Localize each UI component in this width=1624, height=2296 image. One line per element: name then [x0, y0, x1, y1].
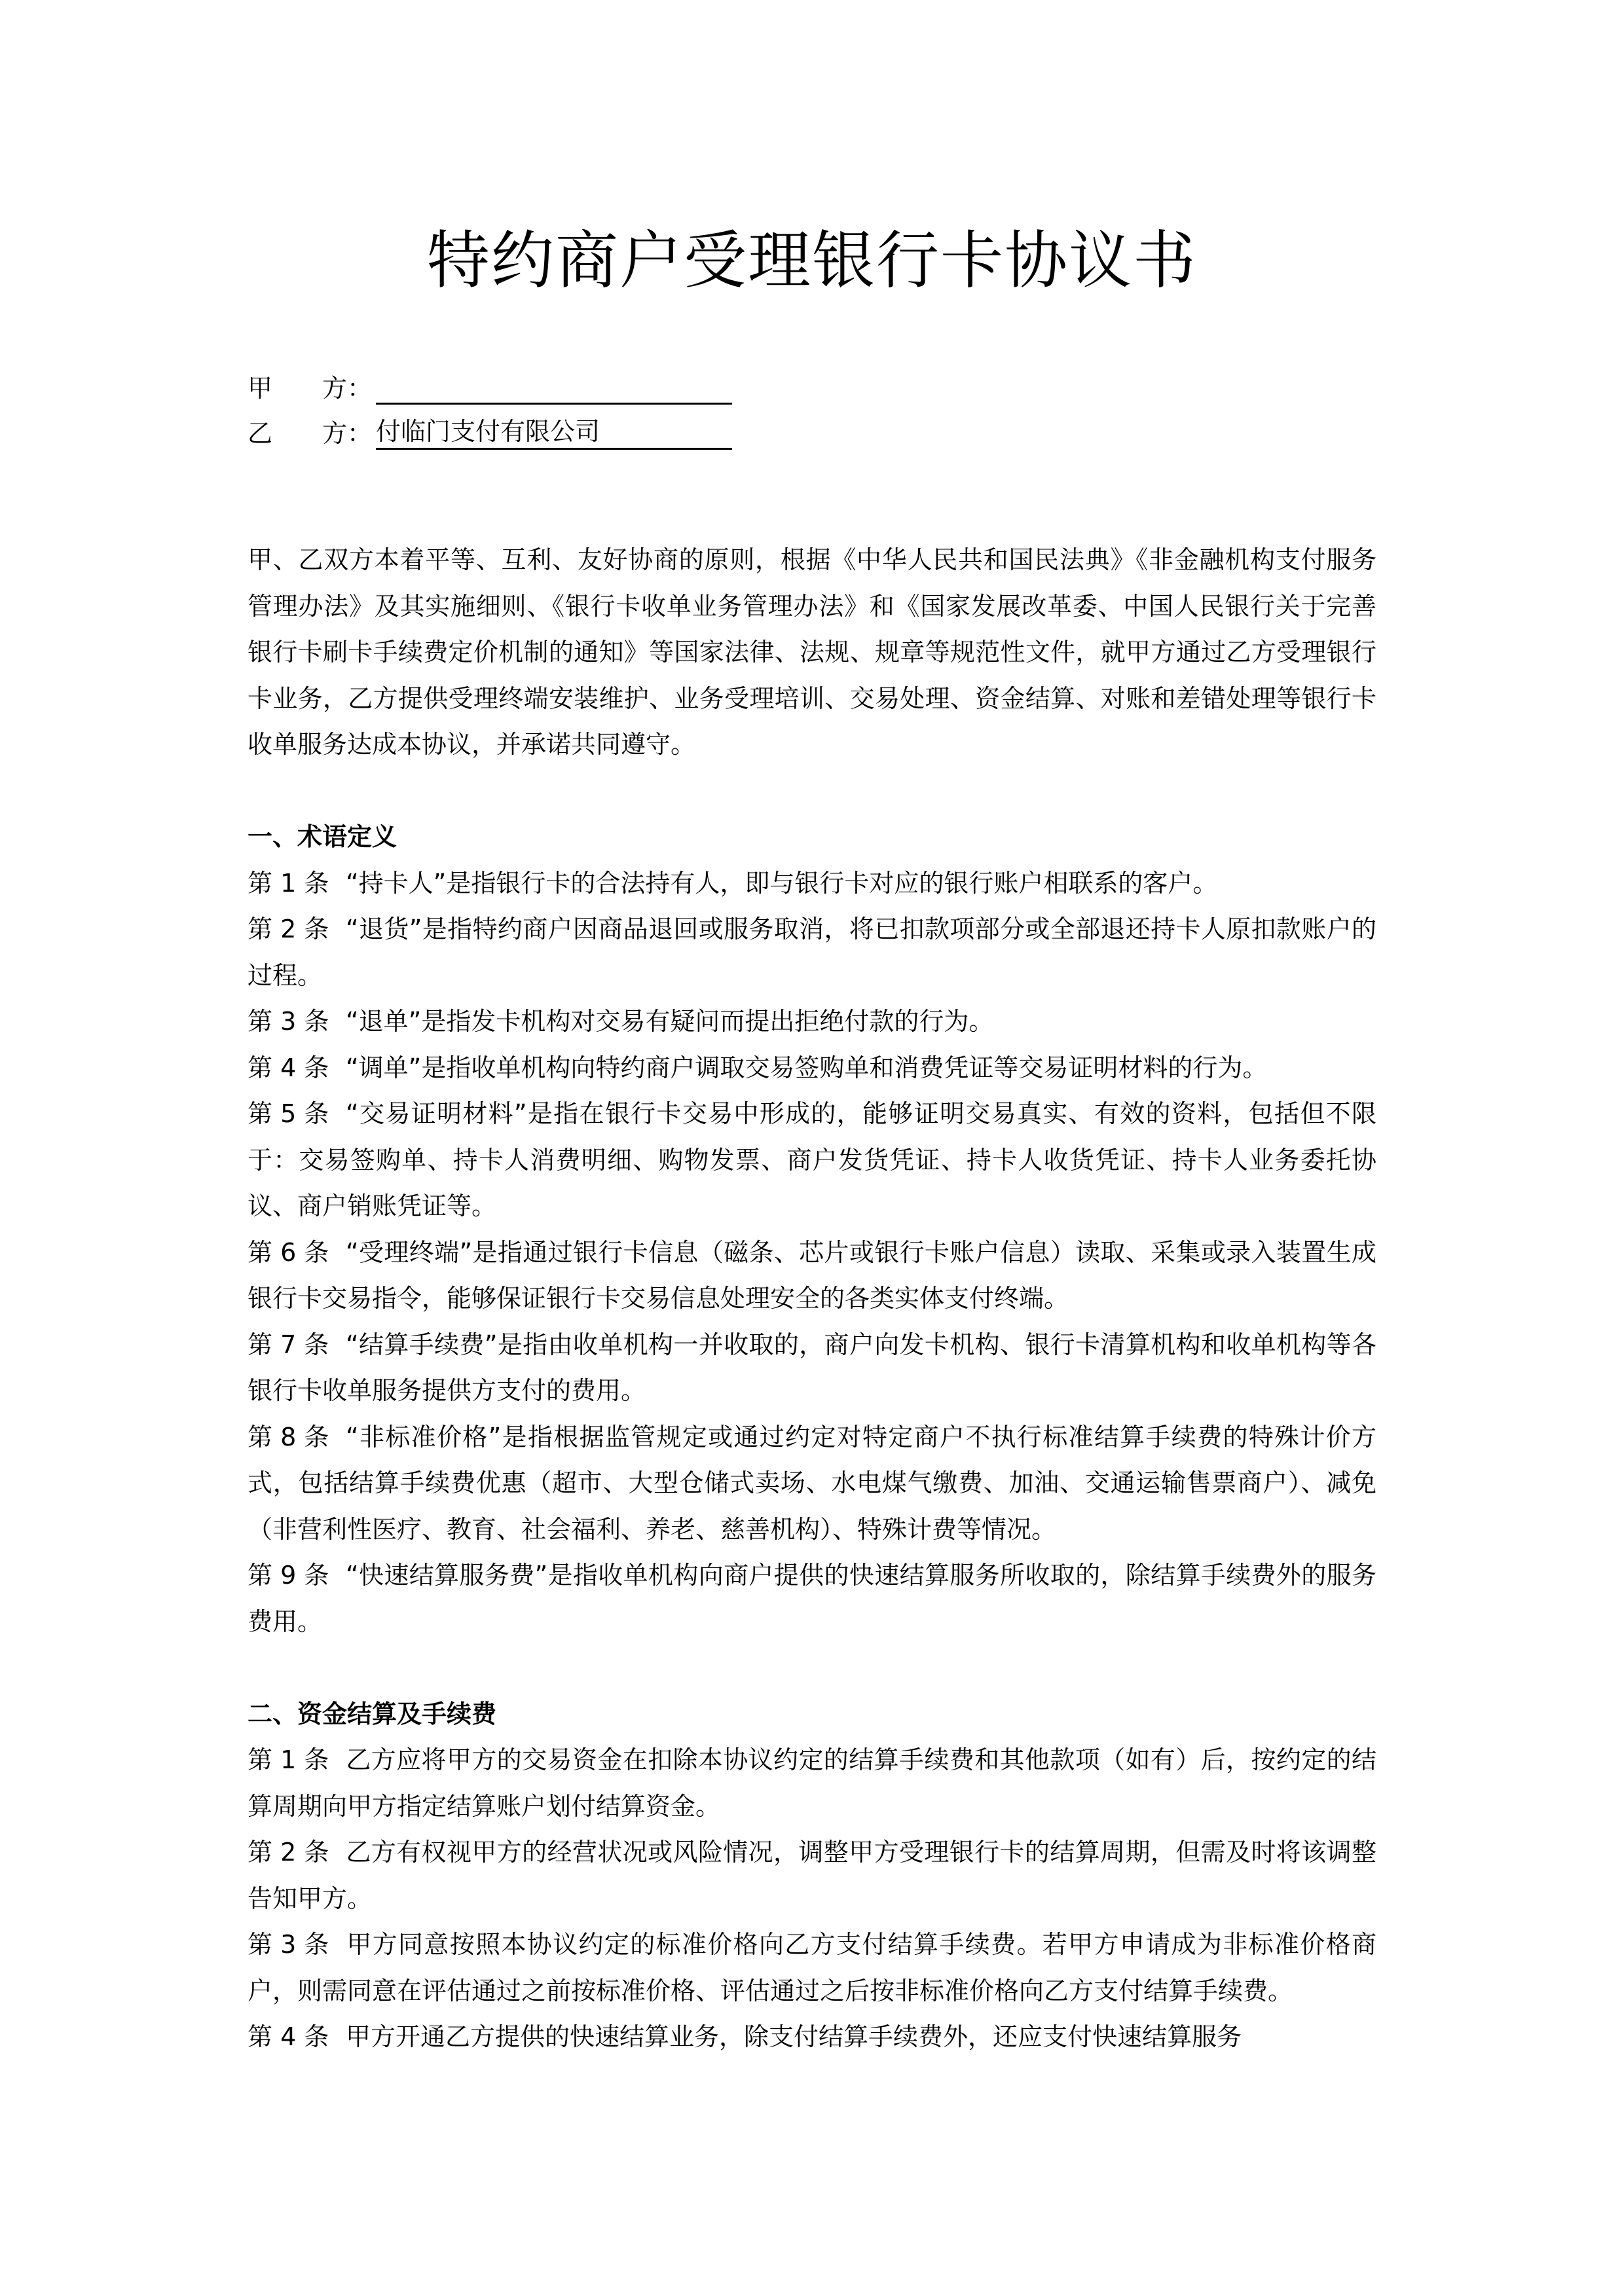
party-b-label: 乙 方： — [248, 419, 373, 448]
section-heading: 一、术语定义 — [248, 822, 397, 851]
article-text: 甲方开通乙方提供的快速结算业务，除支付结算手续费外，还应支付快速结算服务 — [346, 2022, 1242, 2051]
article-text: “快速结算服务费”是指收单机构向商户提供的快速结算服务所收取的，除结算手续费外的服务费用。 — [248, 1561, 1376, 1636]
article-text: “结算手续费”是指由收单机构一并收取的，商户向发卡机构、银行卡清算机构和收单机构等各银行卡收单服务提供方支付的费用。 — [248, 1330, 1376, 1405]
article — [248, 860, 1376, 907]
article — [248, 1322, 1376, 1414]
article — [248, 1737, 1376, 1829]
article-number: 第 7 条 — [248, 1330, 329, 1359]
party-a-blank — [376, 374, 732, 405]
article — [248, 1414, 1376, 1553]
article-number: 第 2 条 — [248, 915, 329, 943]
article-text: “持卡人”是指银行卡的合法持有人，即与银行卡对应的银行账户相联系的客户。 — [346, 868, 1218, 898]
article-number: 第 3 条 — [248, 1930, 329, 1959]
party-a-line — [248, 372, 732, 405]
article-text: “退单”是指发卡机构对交易有疑问而提出拒绝付款的行为。 — [346, 1007, 994, 1036]
article-text: 乙方有权视甲方的经营状况或风险情况，调整甲方受理银行卡的结算周期，但需及时将该调整告知甲方。 — [248, 1838, 1376, 1913]
party-b-value: 付临门支付有限公司 — [376, 415, 732, 450]
document-title: 特约商户受理银行卡协议书 — [427, 224, 1197, 297]
article-text: “受理终端”是指通过银行卡信息（磁条、芯片或银行卡账户信息）读取、采集或录入装置生成银行卡交易指令，能够保证银行卡交易信息处理安全的各类实体支付终端。 — [248, 1237, 1376, 1313]
article-number: 第 6 条 — [248, 1237, 329, 1267]
article — [248, 1230, 1376, 1322]
article-number: 第 8 条 — [248, 1422, 329, 1451]
article-number: 第 1 条 — [248, 868, 329, 898]
article-number: 第 3 条 — [248, 1007, 329, 1036]
article — [248, 1552, 1376, 1645]
agreement-body — [248, 537, 1376, 2060]
article-text: “退货”是指特约商户因商品退回或服务取消，将已扣款项部分或全部退还持卡人原扣款账户的过程。 — [248, 915, 1376, 990]
party-b-line — [248, 415, 732, 450]
article-text: 甲方同意按照本协议约定的标准价格向乙方支付结算手续费。若甲方申请成为非标准价格商户，则需同意在评估通过之前按标准价格、评估通过之后按非标准价格向乙方支付结算手续费。 — [248, 1930, 1376, 2005]
article-number: 第 5 条 — [248, 1099, 329, 1128]
article-text: 乙方应将甲方的交易资金在扣除本协议约定的结算手续费和其他款项（如有）后，按约定的结算周期向甲方指定结算账户划付结算资金。 — [248, 1745, 1376, 1821]
intro-paragraph: 甲、乙双方本着平等、互利、友好协商的原则，根据《中华人民共和国民法典》《非金融机构支付服务管理办法》及其实施细则、《银行卡收单业务管理办法》和《国家发展改革委、中国人民银行关于完善银行卡刷卡手续费定价机制的通知》等国家法律、法规、规章等规范性文件，就甲方通过乙方受理银行卡业务，乙方提供受理终端安装维护、业务受理培训、交易处理、资金结算、对账和差错处理等银行卡收单服务达成本协议，并承诺共同遵守。 — [248, 545, 1376, 759]
article-number: 第 4 条 — [248, 1053, 329, 1082]
article — [248, 1045, 1376, 1091]
article — [248, 2014, 1376, 2060]
article — [248, 1922, 1376, 2014]
article-text: “调单”是指收单机构向特约商户调取交易签购单和消费凭证等交易证明材料的行为。 — [346, 1053, 1268, 1082]
article-number: 第 4 条 — [248, 2022, 329, 2051]
article — [248, 1091, 1376, 1230]
article-number: 第 2 条 — [248, 1838, 329, 1867]
article — [248, 906, 1376, 998]
section-heading: 二、资金结算及手续费 — [248, 1699, 497, 1728]
article-text: “非标准价格”是指根据监管规定或通过约定对特定商户不执行标准结算手续费的特殊计价方式，包括结算手续费优惠（超市、大型仓储式卖场、水电煤气缴费、加油、交通运输售票商户）、减免（非营利性医疗、教育、社会福利、养老、慈善机构）、特殊计费等情况。 — [248, 1422, 1376, 1544]
article — [248, 998, 1376, 1045]
article — [248, 1829, 1376, 1922]
article-number: 第 9 条 — [248, 1561, 329, 1590]
party-a-label: 甲 方： — [248, 374, 373, 403]
article-number: 第 1 条 — [248, 1745, 329, 1774]
article-text: “交易证明材料”是指在银行卡交易中形成的，能够证明交易真实、有效的资料，包括但不限于：交易签购单、持卡人消费明细、购物发票、商户发货凭证、持卡人收货凭证、持卡人业务委托协议、商户销账凭证等。 — [248, 1099, 1376, 1220]
